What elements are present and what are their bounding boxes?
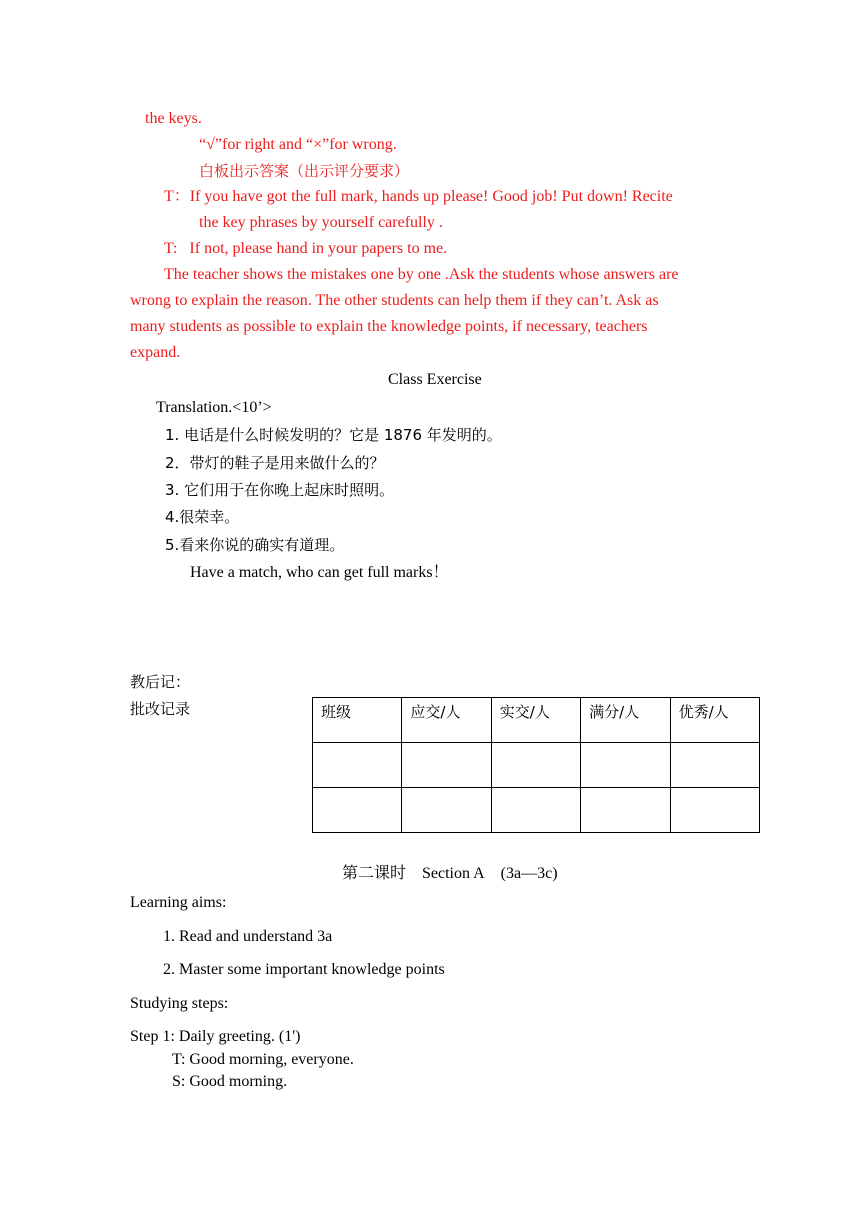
learning-aims-label: Learning aims: xyxy=(130,894,227,911)
red-line-expand: expand. xyxy=(130,344,181,361)
learning-aim-2: 2. Master some important knowledge points xyxy=(163,961,445,978)
studying-steps-label: Studying steps: xyxy=(130,995,229,1012)
translation-item-2: 2．带灯的鞋子是用来做什么的？ xyxy=(165,454,385,472)
table-cell xyxy=(581,743,670,788)
table-header-row xyxy=(313,698,760,743)
table-cell xyxy=(491,788,580,833)
translation-item-4: 4.很荣幸。 xyxy=(165,508,240,526)
table-header-cell: 应交/人 xyxy=(402,698,491,743)
table-row xyxy=(313,788,760,833)
translation-item-1: 1. 电话是什么时候发明的？它是 1876 年发明的。 xyxy=(165,426,502,444)
class-exercise-title: Class Exercise xyxy=(388,371,482,388)
translation-label: Translation.<10’> xyxy=(156,399,272,416)
table-header-cell: 实交/人 xyxy=(491,698,580,743)
table-cell xyxy=(581,788,670,833)
table-header-cell: 班级 xyxy=(313,698,402,743)
table-header-cell: 满分/人 xyxy=(581,698,670,743)
translation-item-5: 5.看来你说的确实有道理。 xyxy=(165,536,345,554)
table-row xyxy=(313,743,760,788)
marking-record-table xyxy=(312,697,760,833)
table-cell xyxy=(670,743,759,788)
table-cell xyxy=(313,743,402,788)
table-cell xyxy=(670,788,759,833)
table-header-cell: 优秀/人 xyxy=(670,698,759,743)
table-cell xyxy=(313,788,402,833)
red-line-keys: the keys. xyxy=(145,110,202,127)
table-cell xyxy=(402,743,491,788)
learning-aim-1: 1. Read and understand 3a xyxy=(163,928,333,945)
red-line-right-wrong: “√”for right and “×”for wrong. xyxy=(199,136,397,153)
dialogue-students: S: Good morning. xyxy=(172,1073,288,1090)
step-1: Step 1: Daily greeting. (1') xyxy=(130,1028,301,1045)
table-cell xyxy=(402,788,491,833)
match-line: Have a match, who can get full marks！ xyxy=(190,564,449,581)
lesson2-heading: 第二课时 Section A (3a—3c) xyxy=(342,865,558,882)
table-cell xyxy=(491,743,580,788)
red-line-knowledge: many students as possible to explain the knowledge points, if necessary, teachers xyxy=(130,318,648,335)
translation-item-3: 3. 它们用于在你晚上起床时照明。 xyxy=(165,481,395,499)
red-line-hand-in: T: If not, please hand in your papers to me. xyxy=(164,240,448,257)
red-line-recite: the key phrases by yourself carefully . xyxy=(199,214,443,231)
dialogue-teacher: T: Good morning, everyone. xyxy=(172,1051,354,1068)
red-line-explain: wrong to explain the reason. The other students can help them if they can’t. Ask as xyxy=(130,292,659,309)
red-line-mistakes: The teacher shows the mistakes one by one .Ask the students whose answers are xyxy=(164,266,679,283)
marking-record-label: 批改记录 xyxy=(130,700,191,718)
red-line-whiteboard: 白板出示答案（出示评分要求） xyxy=(199,162,410,180)
red-line-full-mark: T：If you have got the full mark, hands up please! Good job! Put down! Recite xyxy=(164,188,673,205)
after-class-notes-label: 教后记： xyxy=(130,673,191,691)
